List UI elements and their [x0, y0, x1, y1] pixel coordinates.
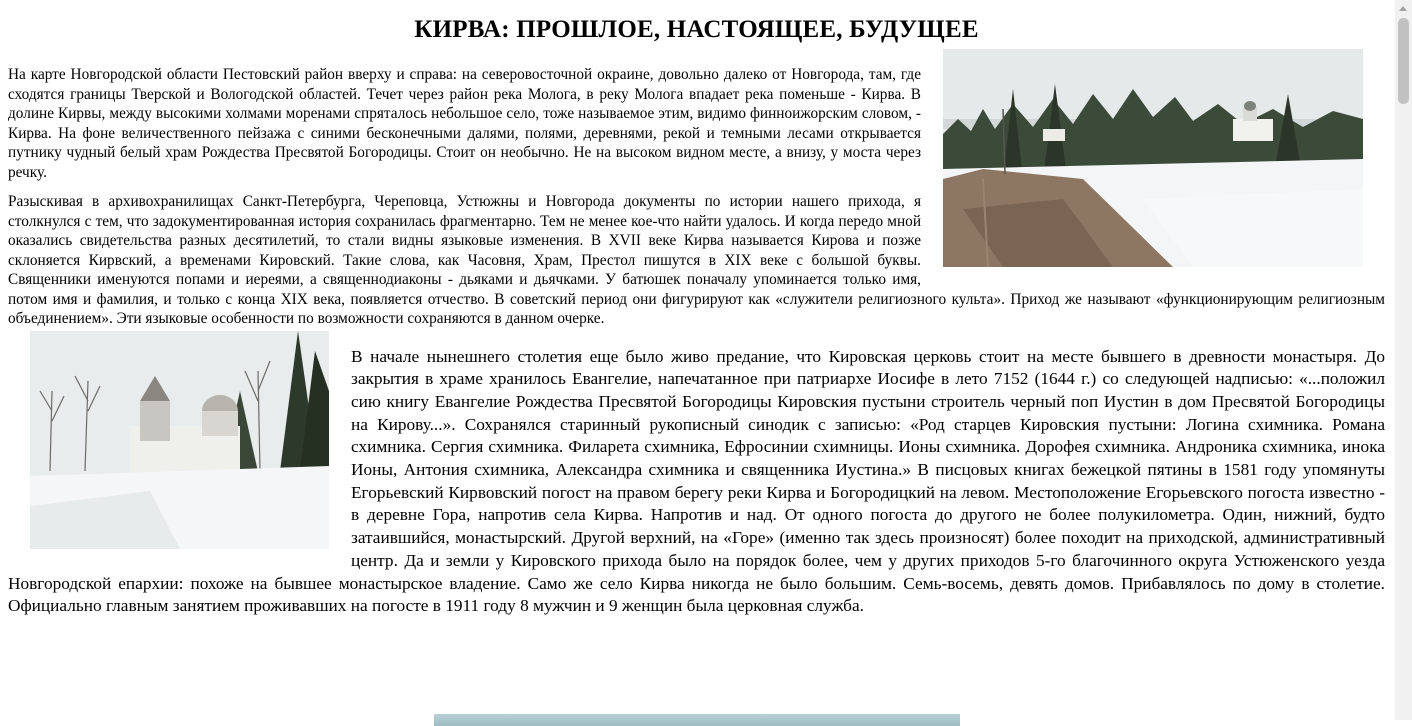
- article: [8, 0, 1385, 618]
- paragraph-2: Разыскивая в архивохранилищах Санкт-Петербурга, Череповца, Устюжны и Новгорода документы по истории нашего прихода, я столкнулся с тем, что задокументированная история сохранилась фрагментарно. Тем не менее кое-что найти удалось. И когда передо мной оказались свидетельства разных десятилетий, то стали видны языковые изменения. В XVII веке Кирва называется Кирова и позже склоняется Кирвский, а временами Кировский. Такие слова, как Часовня, Храм, Престол пишутся в XIX веке с большой буквы. Священники именуются попами и иереями, а священнодиаконы - дьяками и дьячками. У батюшек поначалу упоминается только имя, потом имя и фамилия, и только с конца XIX века, появляется отчество. В советский период они фигурируют как «служители религиозного культа». Приход же называют «функционирующим религиозным объединением». Эти языковые особенности по возможности сохраняются в данном очерке.: [8, 193, 1385, 327]
- scroll-thumb[interactable]: [1398, 18, 1409, 104]
- vertical-scrollbar[interactable]: [1395, 0, 1412, 720]
- next-photo-partial: [434, 714, 960, 726]
- church-in-winter-photo: [30, 331, 329, 549]
- winter-road-photo: [943, 49, 1363, 267]
- paragraph-1: На карте Новгородской области Пестовский район вверху и справа: на северовосточной окраине, довольно далеко от Новгорода, там, где сходятся границы Тверской и Вологодской областей. Течет через район река Молога, в реку Молога впадает река поменьше - Кирва. В долине Кирвы, между высокими холмами моренами спряталось небольшое село, тоже называемое этим, видимо финноижорским словом, - Кирва. На фоне величественного пейзажа с синими бесконечными далями, полями, деревнями, рекой и темными лесами открывается путнику чудный белый храм Рождества Пресвятой Богородицы. Стоит он необычно. Не на высоком видном месте, а внизу, у моста через речку.: [8, 66, 921, 181]
- page-title: КИРВА: ПРОШЛОЕ, НАСТОЯЩЕЕ, БУДУЩЕЕ: [414, 16, 979, 43]
- paragraph-3: В начале нынешнего столетия еще было живо предание, что Кировская церковь стоит на месте бывшего в древности монастыря. До закрытия в храме хранилось Евангелие, напечатанное при патриархе Иосифе в лето 7152 (1644 г.) со следующей надписью: «...положил сию книгу Евангелие Рождества Пресвятой Богородицы Кировския пустыни строитель черный поп Иустин в дом Пресвятой Богородицы на Кирову...». Сохранялся старинный рукописный синодик с записью: «Род старцев Кировския пустыни: Логина схимника. Романа схимника. Сергия схимника. Филарета схимника, Ефросинии схимницы. Ионы схимника. Дорофея схимника. Андроника схимника, инока Ионы, Антония схимника, Александра схимника и священника Иустина.» В писцовых книгах бежецкой пятины в 1581 году упомянуты Егорьевский Кирвовский погост на правом берегу реки Кирва и Богородицкий на левом. Местоположение Егорьевского погоста известно - в деревне Гора, напротив села Кирва. Напротив и над. От одного погоста до другого не более полукилометра. Один, нижний, будто затаившийся, монастырский. Другой верхний, на «Горе» (именно так здесь произносят) более походит на приходской, административный центр. Да и земли у Кировского прихода было на порядок более, чем у других приходов 5-го благочинного округа Устюженского уезда Новгородской епархии: похоже на бывшее монастырское владение. Само же село Кирва никогда не было большим. Семь-восемь, девять домов. Прибавлялось по дому в столетие. Официально главным занятием проживавших на погосте в 1911 году 8 мужчин и 9 женщин была церковная служба.: [8, 346, 1385, 616]
- scroll-up-icon[interactable]: [1399, 6, 1407, 11]
